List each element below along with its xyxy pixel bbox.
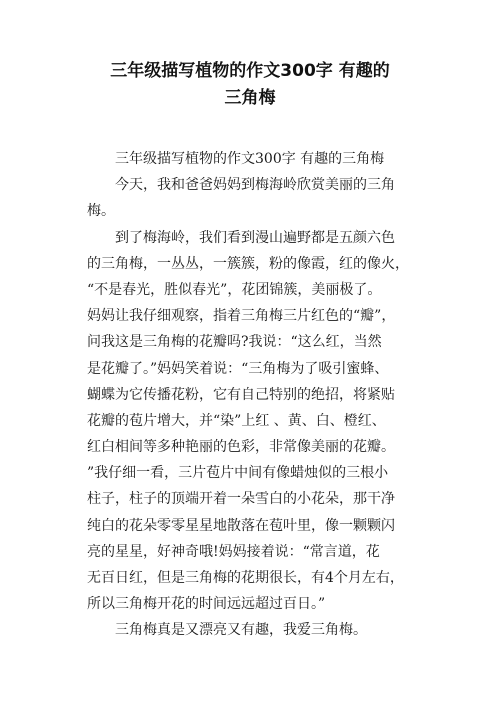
text-line: ”我仔细一看，三片苞片中间有像蜡烛似的三根小 <box>87 465 389 482</box>
text-line: 今天，我和爸爸妈妈到梅海岭欣赏美丽的三角 <box>115 177 395 194</box>
text-line: 所以三角梅开花的时间远远超过百日。” <box>87 596 326 613</box>
text-line: 问我这是三角梅的花瓣吗?我说：“这么红，当然 <box>87 334 382 351</box>
text-line: 蝴蝶为它传播花粉，它有自己特别的绝招，将紧贴 <box>87 386 395 403</box>
text-line: 是花瓣了。”妈妈笑着说：“三角梅为了吸引蜜蜂、 <box>87 360 389 377</box>
text-line: 三年级描写植物的作文300字 有趣的三角梅 <box>115 151 385 167</box>
text-line: 到了梅海岭，我们看到漫山遍野都是五颜六色 <box>115 229 395 246</box>
text-line: 的三角梅，一丛丛，一簇簇，粉的像霞，红的像火， <box>87 255 409 272</box>
text-line: 无百日红，但是三角梅的花期很长，有4个月左右， <box>87 570 404 586</box>
text-line: 梅。 <box>87 203 115 220</box>
title-line-2: 三角梅 <box>224 88 276 108</box>
text-line: 三角梅真是又漂亮又有趣，我爱三角梅。 <box>115 622 367 639</box>
text-line: 亮的星星，好神奇哦!妈妈接着说：“常言道，花 <box>87 543 380 560</box>
text-line: 花瓣的苞片增大，并“染”上红 、黄、白、橙红、 <box>87 412 386 429</box>
text-line: 纯白的花朵零零星星地散落在苞叶里，像一颗颗闪 <box>87 517 395 534</box>
text-line: 柱子，柱子的顶端开着一朵雪白的小花朵，那干净 <box>87 491 395 508</box>
title-line-1: 三年级描写植物的作文300字 有趣的 <box>110 61 390 81</box>
text-line: “不是春光，胜似春光”，花团锦簇，美丽极了。 <box>87 281 382 298</box>
essay-body <box>87 146 421 644</box>
document-title <box>40 58 460 112</box>
text-line: 妈妈让我仔细观察，指着三角梅三片红色的“瓣”， <box>87 308 396 325</box>
text-line: 红白相间等多种艳丽的色彩，非常像美丽的花瓣。 <box>87 439 395 456</box>
